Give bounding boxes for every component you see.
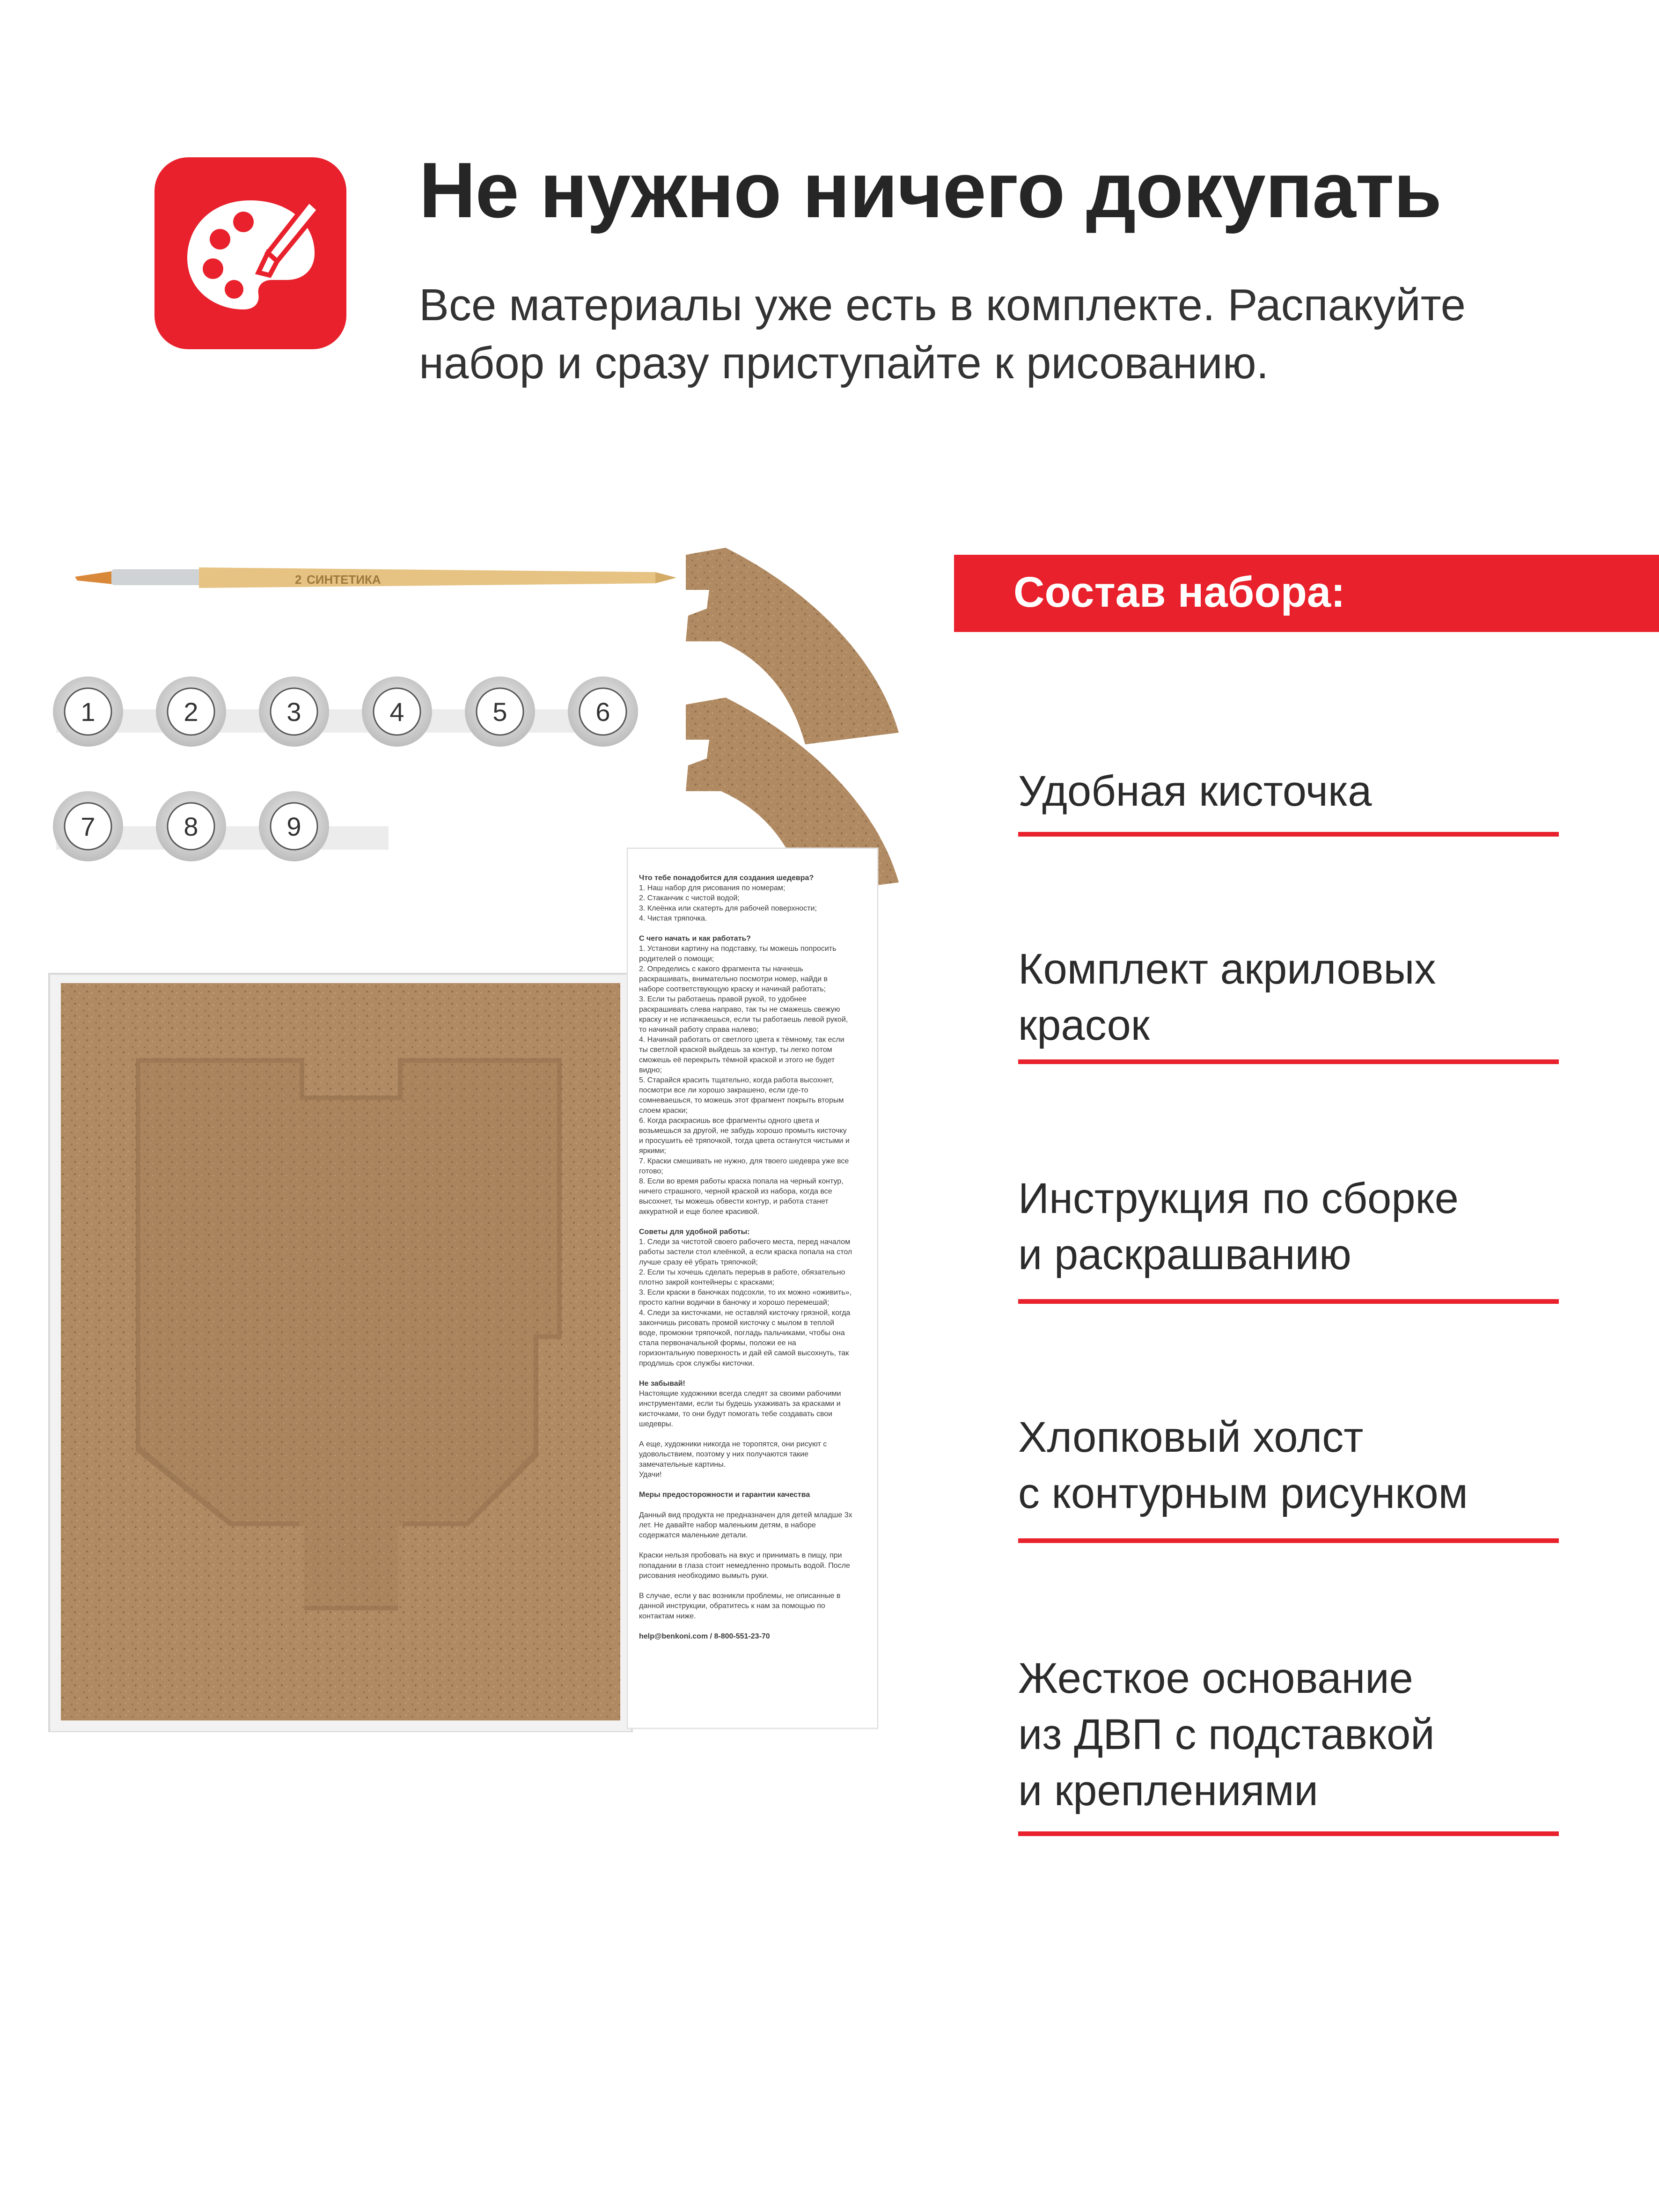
instruction-line (639, 1481, 641, 1489)
instruction-line: работы застели стол клеёнкой, а если краска попала на стол (639, 1248, 852, 1257)
brush-number: 2 (295, 573, 302, 587)
instruction-line: раскрашивать слева направо, так ты не смажешь свежую (639, 1005, 840, 1014)
logo-badge (154, 157, 346, 349)
instruction-line: 5. Старайся красить тщательно, когда работа высохнет, (639, 1076, 834, 1084)
instruction-line: сможешь её перекрыть тёмной краской и этого не будет (639, 1056, 835, 1064)
pot-number: 9 (286, 812, 301, 841)
pot-number: 8 (184, 812, 198, 841)
instruction-line (639, 1622, 641, 1630)
instruction-line: инструментами, если ты будешь ухаживать за красками и (639, 1400, 841, 1408)
instruction-line: данной инструкции, обратитесь к нам за помощью по (639, 1602, 825, 1610)
instruction-sheet (627, 848, 878, 1728)
instruction-line: 3. Если ты работаешь правой рукой, то удобнее (639, 995, 807, 1004)
page-title: Не нужно ничего докупать (419, 146, 1442, 234)
subtitle-line-2: набор и сразу приступайте к рисованию. (419, 338, 1269, 388)
instruction-line: 1. Установи картину на подставку, ты можешь попросить (639, 945, 837, 953)
instruction-line: Данный вид продукта не предназначен для детей младше 3х (639, 1511, 852, 1519)
instruction-line: Удачи! (639, 1470, 662, 1479)
mdf-board (49, 974, 632, 1732)
instruction-line: стала первоначальной формы, положи ее на (639, 1339, 796, 1347)
instruction-line: плотно закрой контейнеры с красками; (639, 1278, 774, 1286)
feature-board (1018, 1650, 1641, 1819)
feature-divider (1018, 832, 1559, 837)
instruction-line: закончишь рисовать промой кисточку с мылом в теплой (639, 1319, 835, 1327)
instruction-line: 2. Если ты хочешь сделать перерыв в работе, обязательно (639, 1268, 845, 1277)
pot-number: 4 (389, 697, 404, 727)
instruction-line: 4. Следи за кисточками, не оставляй кисточку грязной, когда (639, 1308, 851, 1317)
instruction-line: 2. Определись с какого фрагмента ты начнешь (639, 965, 803, 973)
instruction-line (639, 925, 641, 933)
instruction-line: 1. Следи за чистотой своего рабочего места, перед началом (639, 1238, 851, 1246)
pot-number: 3 (286, 697, 301, 727)
kit-contents-photo (33, 496, 955, 1732)
instruction-line (639, 1218, 641, 1226)
instruction-line: лучше сразу её убрать тряпочкой; (639, 1258, 758, 1266)
instruction-line: то начинай работу справа налево; (639, 1026, 759, 1034)
feature-line: красок (1018, 1001, 1150, 1049)
instruction-line: кисточками, то они будут помогать тебе создавать свои (639, 1410, 833, 1418)
feature-divider (1018, 1538, 1559, 1543)
instruction-line: шедевры. (639, 1420, 673, 1428)
instruction-line: попадании в глаза стоит немедленно промыть водой. После (639, 1561, 850, 1570)
instruction-line: аккуратной и еще более красивой. (639, 1207, 760, 1216)
instruction-line: раскрашивать, внимательно посмотри номер, найди в (639, 975, 828, 983)
instruction-line: замечательные картины. (639, 1460, 726, 1469)
instruction-line: родителей о помощи; (639, 955, 714, 963)
feature-line: Жесткое основание (1018, 1654, 1413, 1702)
feature-line: Комплект акриловых (1018, 945, 1436, 993)
feature-divider (1018, 1831, 1559, 1836)
feature-line: Инструкция по сборке (1018, 1175, 1459, 1222)
instruction-line (639, 1501, 641, 1509)
instruction-line: В случае, если у вас возникли проблемы, не описанные в (639, 1592, 841, 1600)
palette-brush-icon (154, 157, 346, 349)
subtitle-line-1: Все материалы уже есть в комплекте. Распакуйте (419, 280, 1466, 330)
instruction-line: слоем краски; (639, 1106, 688, 1115)
brush-label: СИНТЕТИКА (307, 573, 381, 587)
brush (75, 567, 676, 588)
instruction-line: help@benkoni.com / 8-800-551-23-70 (639, 1632, 770, 1640)
instruction-line: ничего страшного, черной краской из набора, когда все (639, 1187, 832, 1196)
instruction-line: содержатся маленькие детали. (639, 1531, 748, 1539)
instruction-line: 1. Наш набор для рисования по номерам; (639, 884, 785, 892)
instruction-line: рисования необходимо вымыть руки. (639, 1572, 769, 1580)
instruction-line: яркими; (639, 1147, 666, 1155)
instruction-line: 3. Если краски в баночках подсохли, то их можно «оживить», (639, 1288, 852, 1297)
feature-instructions (1018, 1170, 1641, 1283)
instruction-line: Советы для удобной работы: (639, 1227, 750, 1236)
instruction-line (639, 1369, 641, 1377)
feature-line: Удобная кисточка (1018, 767, 1372, 815)
instruction-line: 2. Стаканчик с чистой водой; (639, 894, 740, 903)
feature-divider (1018, 1059, 1559, 1064)
instruction-line: 8. Если во время работы краска попала на черный контур, (639, 1177, 844, 1185)
instruction-line: видно; (639, 1066, 662, 1074)
pot-number: 7 (81, 812, 95, 841)
instruction-line: Не забывай! (639, 1379, 685, 1388)
instruction-line: Краски нельзя пробовать на вкус и принимать в пищу, при (639, 1551, 842, 1560)
feature-paints (1018, 941, 1641, 1053)
instruction-line: высохнет, ты можешь обвести контур, и работа станет (639, 1198, 829, 1206)
instruction-line: просто капни водички в баночку и хорошо перемешай; (639, 1299, 830, 1307)
instruction-line: Меры предосторожности и гарантии качества (639, 1491, 810, 1499)
instruction-line: возьмешься за другой, не забудь хорошо промыть кисточку (639, 1127, 847, 1135)
instruction-line: 3. Клеёнка или скатерть для рабочей поверхности; (639, 904, 817, 912)
feature-line: и креплениями (1018, 1767, 1318, 1815)
feature-canvas (1018, 1409, 1641, 1521)
instruction-line: воде, промокни тряпочкой, погладь пальчиками, чтобы она (639, 1329, 845, 1337)
instruction-line: посмотри все ли хорошо закрашено, если где-то (639, 1086, 808, 1095)
instruction-line (639, 1430, 641, 1438)
instruction-line: 4. Чистая тряпочка. (639, 914, 707, 923)
pot-number: 5 (492, 697, 507, 727)
feature-divider (1018, 1299, 1559, 1304)
pot-number: 1 (81, 697, 95, 727)
instruction-line: 6. Когда раскрасишь все фрагменты одного цвета и (639, 1117, 820, 1125)
instruction-line: готово; (639, 1167, 663, 1176)
instruction-line: контактам ниже. (639, 1612, 696, 1620)
kit-title: Состав набора: (1013, 568, 1345, 616)
instruction-line: Настоящие художники всегда следят за своими рабочими (639, 1389, 841, 1398)
instruction-line: удовольствием, поэтому у них получаются такие (639, 1450, 809, 1459)
instruction-line (639, 1582, 641, 1590)
page-subtitle (419, 276, 1636, 392)
instruction-line: С чего начать и как работать? (639, 934, 751, 943)
feature-brush (1018, 763, 1641, 819)
feature-line: Хлопковый холст (1018, 1413, 1364, 1461)
instruction-line: продлишь срок службы кисточки. (639, 1359, 755, 1367)
instruction-line: и просушить её тряпочкой, тогда цвета останутся чистыми и (639, 1137, 850, 1145)
feature-line: из ДВП с подставкой (1018, 1711, 1435, 1758)
instruction-line: ты светлой краской выйдешь за контур, ты легко потом (639, 1046, 832, 1054)
pot-number: 6 (595, 697, 610, 727)
pot-number: 2 (184, 697, 198, 727)
feature-line: с контурным рисунком (1018, 1470, 1468, 1517)
instruction-line: горизонтальную поверхность и дай ей самой высохнуть, так (639, 1349, 849, 1358)
instruction-line: наборе соответствующую краску и начинай работать; (639, 985, 826, 993)
instruction-line (639, 1542, 641, 1550)
instruction-line: сомневаешься, то можешь этот фрагмент покрыть вторым (639, 1096, 844, 1105)
instruction-line: А еще, художники никогда не торопятся, они рисуют с (639, 1440, 827, 1448)
instruction-line: лет. Не давайте набор маленьким детям, в наборе (639, 1521, 816, 1529)
instruction-line: краску и не испачкаешься, если ты работаешь левой рукой, (639, 1015, 848, 1024)
instruction-line: 4. Начинай работать от светлого цвета к тёмному, так если (639, 1036, 844, 1044)
instruction-line: 7. Краски смешивать не нужно, для твоего шедевра уже все (639, 1157, 849, 1165)
instruction-line: Что тебе понадобится для создания шедевра? (639, 874, 814, 882)
feature-line: и раскрашванию (1018, 1231, 1351, 1279)
paint-pots (53, 676, 638, 861)
